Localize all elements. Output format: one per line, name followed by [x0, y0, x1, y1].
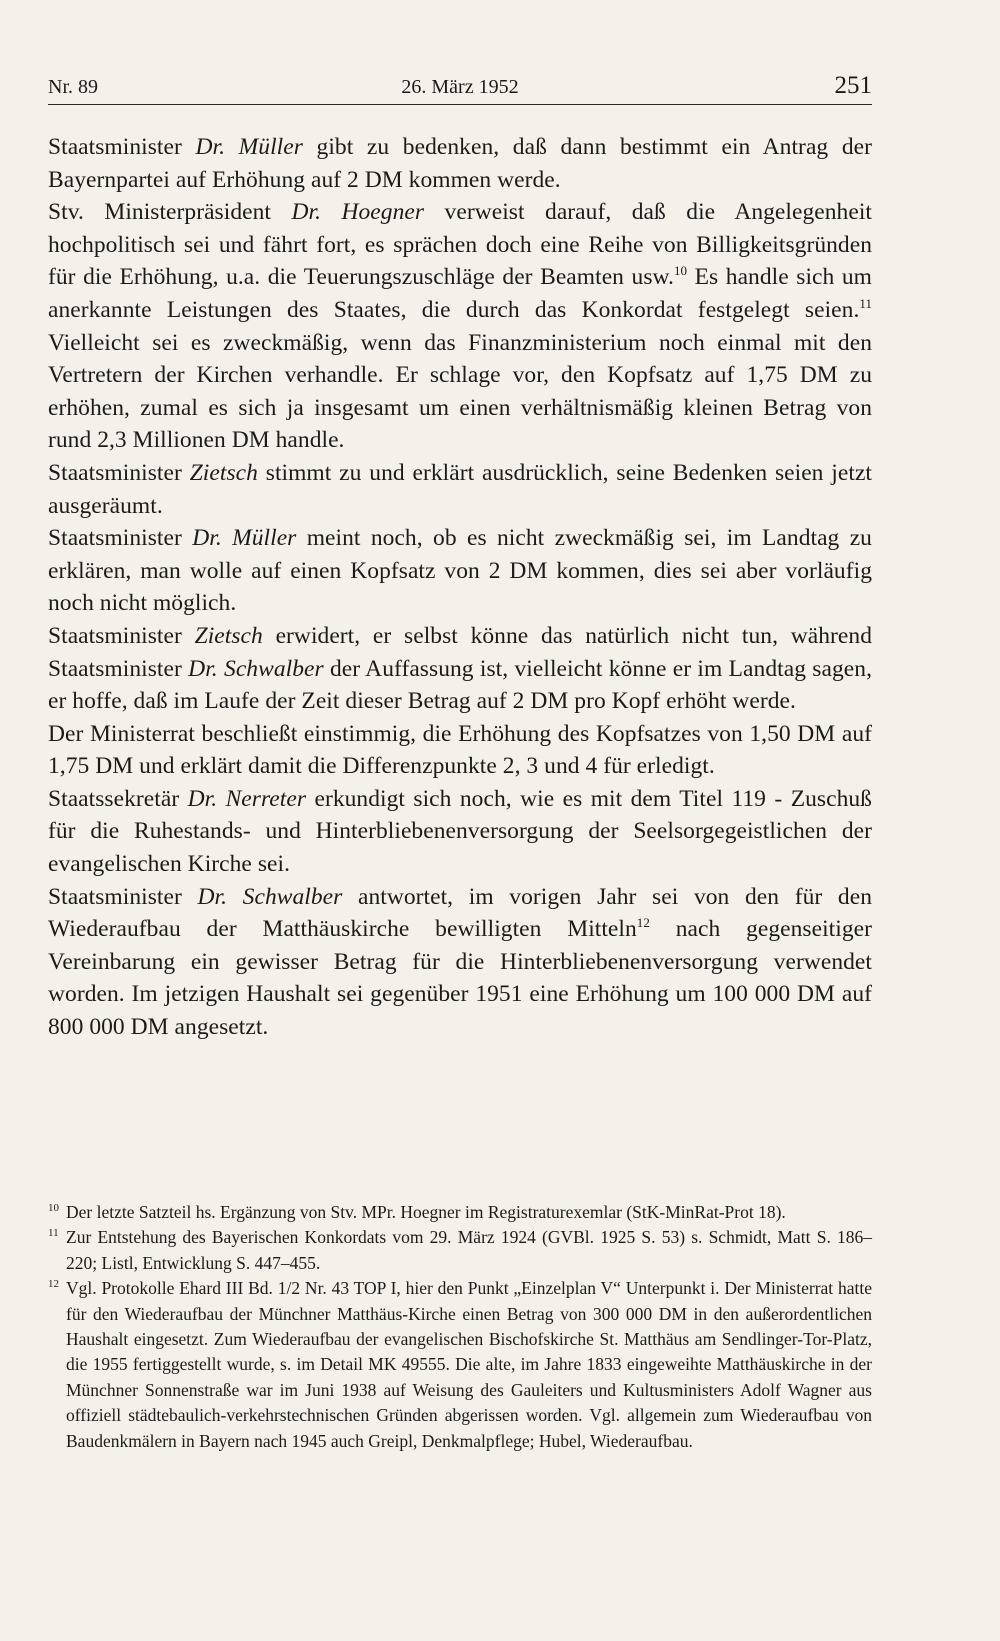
- footnote-marker: 10: [48, 1202, 59, 1214]
- person-name: Listl,: [101, 1252, 138, 1273]
- paragraph: [48, 522, 872, 620]
- person-name: Dr. Hoegner: [291, 199, 425, 226]
- paragraph: [48, 881, 872, 1044]
- text-run: erwidert, er selbst könne das natürlich nicht tun, während Staatsminister: [48, 622, 872, 682]
- main-text: [48, 131, 872, 1044]
- footnote: [48, 1200, 872, 1225]
- footnote-marker: 12: [48, 1278, 59, 1291]
- paragraph: [48, 783, 872, 881]
- running-header: [48, 72, 872, 102]
- footnote-reference: 11: [859, 296, 872, 312]
- text-run: erkundigt sich noch, wie es mit dem Titel 119 - Zuschuß für die Ruhestands- und Hinterbliebenenversorgung der Seelsorgegeistlichen der evangelischen Kirche sei.: [48, 785, 872, 878]
- person-name: Greipl,: [368, 1430, 418, 1451]
- person-name: Schmidt, Matt: [708, 1227, 811, 1248]
- paragraph: [48, 620, 872, 718]
- text-run: Vielleicht sei es zweckmäßig, wenn das Finanzministerium noch einmal mit den Vertretern der Kirchen verhandle. Er schlage vor, den Kopfsatz auf 1,75 DM zu erhöhen, zumal es sich ja insgesamt um einen verhältnismäßig kleinen Betrag von rund 2,3 Millionen DM handle.: [48, 329, 872, 454]
- text-run: meint noch, ob es nicht zweckmäßig sei, im Landtag zu erklären, man wolle auf einen Kopfsatz von 2 DM kommen, dies sei aber vorläufig noch nicht möglich.: [48, 525, 872, 617]
- text-run: Staatssekretär: [48, 785, 188, 812]
- footnote-reference: 12: [636, 915, 650, 931]
- text-run: Staatsminister: [48, 459, 190, 486]
- footnote: [48, 1276, 872, 1454]
- text-run: Staatsminister: [48, 622, 195, 649]
- text-run: nach gegenseitiger Vereinbarung ein gewisser Betrag für die Hinterbliebenenversorgung verwendet worden. Im jetzigen Haushalt sei gegenüber 1951 eine Erhöhung um 100 000 DM auf 800 000 DM angesetzt.: [48, 916, 872, 1041]
- text-run: Staatsminister: [48, 525, 193, 552]
- page-number: 251: [834, 72, 872, 99]
- person-name: Dr. Nerreter: [187, 785, 307, 812]
- person-name: Dr. Müller: [192, 525, 297, 552]
- text-run: Staatsminister: [48, 134, 196, 160]
- text-run: Es handle sich um anerkannte Leistungen des Staates, die durch das Konkordat festgelegt seien.: [48, 264, 872, 323]
- footnote-reference: 10: [673, 263, 688, 279]
- person-name: Hubel,: [538, 1430, 586, 1451]
- document-number: Nr. 89: [48, 76, 98, 98]
- person-name: Protokolle Ehard: [101, 1278, 221, 1299]
- footnote-marker: 11: [48, 1227, 59, 1240]
- text-run: Entwicklung S. 447–455.: [137, 1252, 321, 1273]
- text-run: Der letzte Satzteil hs. Ergänzung von Stv. MPr. Hoegner im Registraturexemlar (StK-MinRat-Prot 18).: [66, 1202, 786, 1222]
- text-run: Der Ministerrat beschließt einstimmig, die Erhöhung des Kopfsatzes von 1,50 DM auf 1,75 DM und erklärt damit die Differenzpunkte 2, 3 und 4 für erledigt.: [48, 720, 872, 780]
- footnotes: [48, 1200, 872, 1454]
- person-name: Dr. Schwalber: [188, 655, 324, 682]
- text-run: III Bd. 1/2 Nr. 43 TOP I, hier den Punkt „Einzelplan V“ Unterpunkt i. Der Ministerrat hatte für den Wiederaufbau der Münchner Matthäus-Kirche einen Betrag von 300 000 DM in den außerordentlichen Haushalt eingesetzt. Zum Wiederaufbau der evangelischen Bischofskirche St. Matthäus am Sendlinger-Tor-Platz, die 1955 fertiggestellt wurde, s. im Detail MK 49555. Die alte, im Jahre 1833 eingeweihte Matthäuskirche in der Münchner Sonnenstraße war im Juni 1938 auf Weisung des Gauleiters und Kultusministers Adolf Wagner aus offiziell städtebaulich-verkehrstechnischen Gründen abgerissen worden. Vgl. allgemein zum Wiederaufbau von Baudenkmälern in Bayern nach 1945 auch: [66, 1278, 872, 1451]
- footnote: [48, 1225, 872, 1276]
- person-name: Zietsch: [189, 459, 258, 486]
- text-run: Vgl.: [66, 1278, 102, 1299]
- person-name: Dr. Schwalber: [197, 883, 343, 910]
- paragraph: [48, 718, 872, 783]
- paragraph: [48, 131, 872, 196]
- text-run: stimmt zu und erklärt ausdrücklich, seine Bedenken seien jetzt ausgeräumt.: [48, 459, 873, 519]
- text-run: Denkmalpflege;: [417, 1430, 539, 1451]
- text-run: Stv. Ministerpräsident: [48, 199, 292, 226]
- text-run: S. 186–220;: [66, 1227, 873, 1273]
- paragraph: [48, 457, 872, 522]
- header-date: 26. März 1952: [401, 76, 519, 98]
- text-run: antwortet, im vorigen Jahr sei von den für den Wiederaufbau der Matthäuskirche bewilligten Mitteln: [48, 883, 872, 943]
- text-run: Zur Entstehung des Bayerischen Konkordats vom 29. März 1924 (GVBl. 1925 S. 53) s.: [66, 1227, 709, 1248]
- text-run: verweist darauf, daß die Angelegenheit hochpolitisch sei und fährt fort, es sprächen doch eine Reihe von Billigkeitsgründen für die Erhöhung, u.a. die Teuerungszuschläge der Beamten usw.: [48, 199, 872, 291]
- text-run: der Auffassung ist, vielleicht könne er im Landtag sagen, er hoffe, daß im Laufe der Zeit dieser Betrag auf 2 DM pro Kopf erhöht werde.: [48, 655, 872, 715]
- paragraph: [48, 196, 872, 457]
- person-name: Zietsch: [194, 622, 263, 649]
- text-run: Staatsminister: [48, 883, 198, 910]
- text-run: Wiederaufbau.: [586, 1430, 693, 1451]
- header-rule: [48, 104, 872, 105]
- person-name: Dr. Müller: [195, 134, 303, 160]
- text-run: gibt zu bedenken, daß dann bestimmt ein Antrag der Bayernpartei auf Erhöhung auf 2 DM kommen werde.: [48, 134, 872, 193]
